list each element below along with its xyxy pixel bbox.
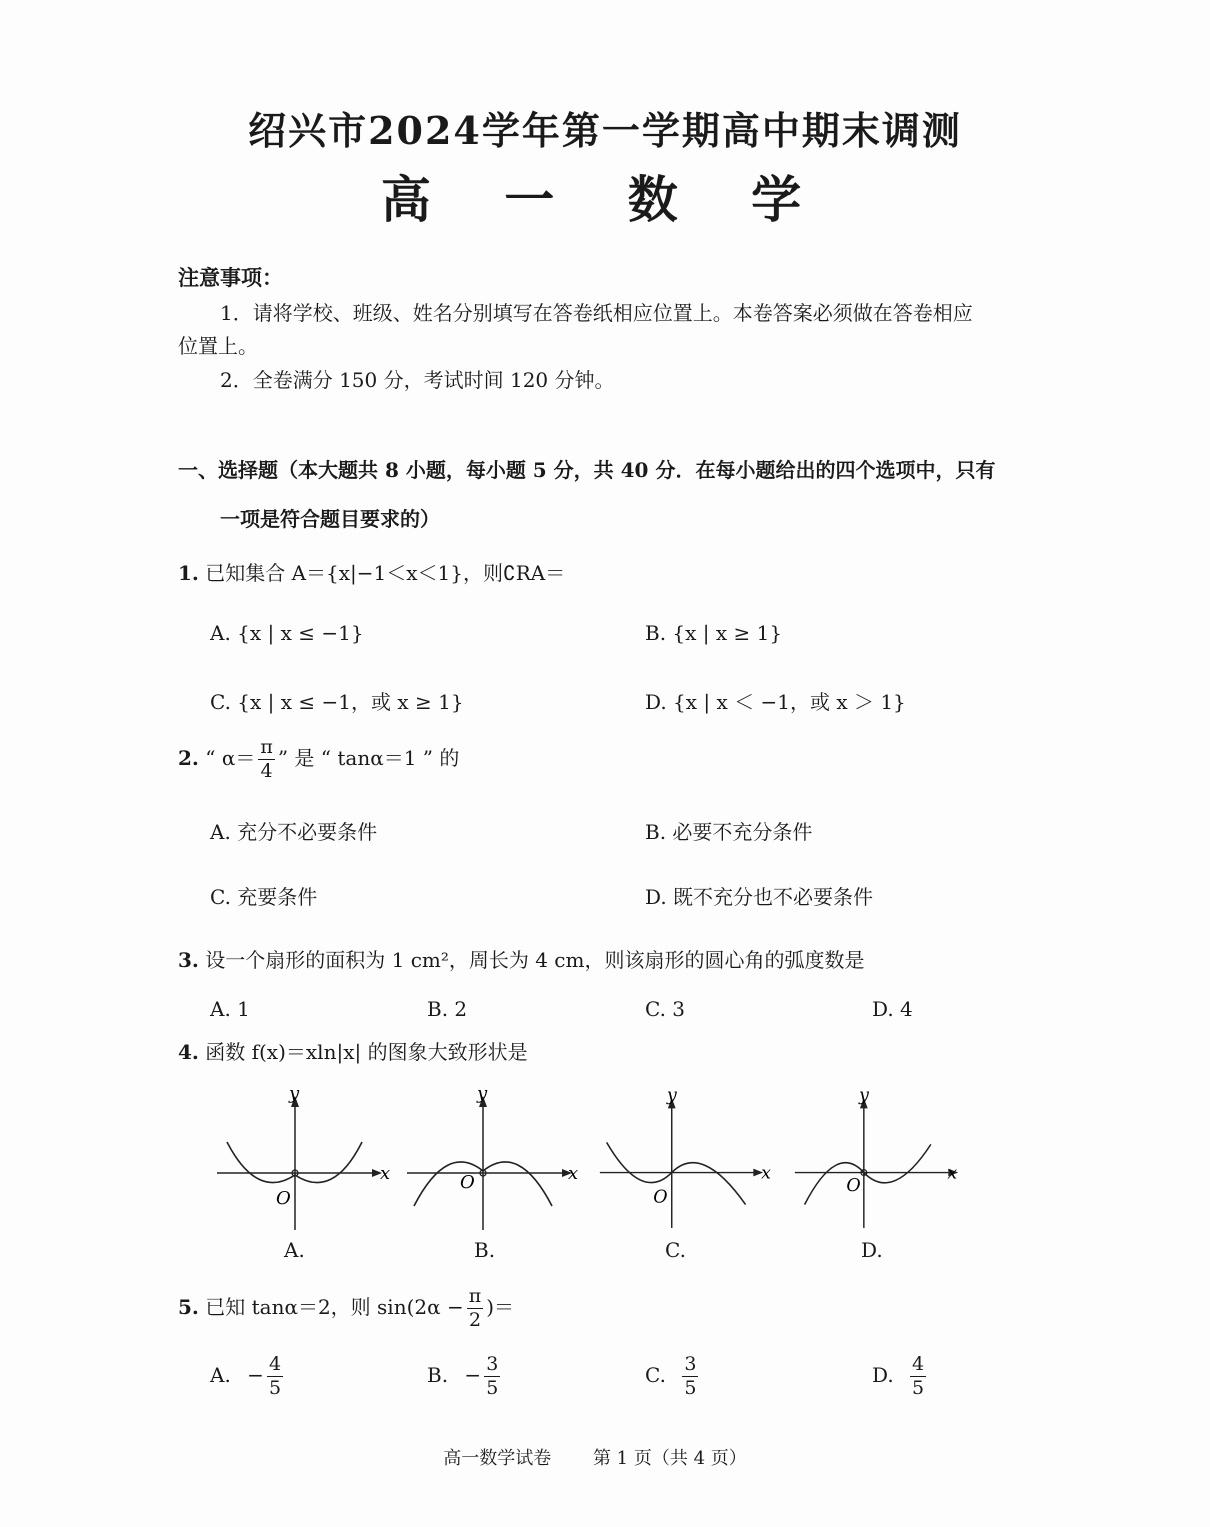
exam-title: 绍兴市2024学年第一学期高中期末调测	[248, 108, 962, 153]
q4-graph-b-origin: O	[460, 1172, 475, 1193]
q1-option-d: D. {x | x ＜ −1，或 x ＞ 1}	[645, 690, 906, 714]
q2-option-c: C. 充要条件	[210, 885, 318, 909]
q5-option-c-label: C.	[645, 1363, 666, 1387]
question-5-stem-post: )＝	[486, 1295, 515, 1319]
question-2-fraction	[258, 738, 275, 781]
q4-graph-c-x-label: x	[761, 1163, 771, 1184]
question-2-stem-pre: “ α＝	[205, 746, 256, 770]
q1-option-b: B. {x | x ≥ 1}	[645, 621, 783, 645]
q4-graph-b-label: B.	[474, 1238, 496, 1262]
q5-d-denominator: 5	[912, 1377, 925, 1399]
q5-option-a-label: A.	[210, 1363, 231, 1387]
question-1-stem: 已知集合 A＝{x|−1＜x＜1}，则∁RA＝	[205, 561, 566, 585]
page-footer: 高一数学试卷 第 1 页（共 4 页）	[443, 1448, 747, 1469]
q1-option-a: A. {x | x ≤ −1}	[210, 621, 364, 645]
question-4	[178, 1036, 528, 1065]
q5-frac-denominator: 2	[468, 1309, 482, 1331]
q5-option-b-fraction	[484, 1355, 500, 1398]
q5-option-a	[210, 1352, 286, 1398]
q5-b-numerator: 3	[486, 1353, 499, 1375]
q4-graph-c-origin: O	[653, 1187, 668, 1208]
q3-option-d: D. 4	[872, 997, 913, 1021]
q4-graph-d	[790, 1082, 960, 1232]
section-1-heading-line-2: 一项是符合题目要求的）	[220, 507, 440, 531]
q5-d-numerator: 4	[912, 1353, 925, 1375]
question-1-number: 1.	[178, 561, 199, 585]
question-1	[178, 557, 565, 586]
subject-title: 高 一 数 学	[380, 170, 830, 229]
q5-c-denominator: 5	[684, 1377, 697, 1399]
q5-option-d-label: D.	[872, 1363, 894, 1387]
q5-option-c	[645, 1352, 701, 1398]
question-2-stem-post: ” 是 “ tanα＝1 ” 的	[277, 746, 460, 770]
q4-graph-a-y-label: y	[289, 1083, 300, 1104]
q5-frac-numerator: π	[468, 1285, 482, 1307]
notice-item-1-line-1: 1．请将学校、班级、姓名分别填写在答卷纸相应位置上。本卷答案必须做在答卷相应	[220, 301, 973, 325]
q5-option-d-fraction	[910, 1355, 926, 1398]
question-5-stem-pre: 已知 tanα＝2，则 sin(2α −	[205, 1295, 464, 1319]
q4-graph-d-x-label: x	[947, 1163, 958, 1184]
q2-frac-numerator: π	[260, 736, 273, 758]
q5-b-denominator: 5	[486, 1377, 499, 1399]
q4-graph-b-y-label: y	[477, 1083, 488, 1104]
q5-option-a-sign: −	[247, 1363, 264, 1387]
q2-option-a: A. 充分不必要条件	[210, 820, 378, 844]
question-3-stem: 设一个扇形的面积为 1 cm²，周长为 4 cm，则该扇形的圆心角的弧度数是	[205, 948, 865, 972]
question-2	[178, 736, 459, 781]
q5-c-numerator: 3	[684, 1353, 697, 1375]
q4-graph-c-curve	[607, 1142, 746, 1204]
question-3	[178, 944, 864, 973]
q2-option-b: B. 必要不充分条件	[645, 820, 813, 844]
question-5	[178, 1284, 514, 1330]
q5-option-c-fraction	[682, 1355, 698, 1398]
q5-option-a-fraction	[267, 1355, 283, 1398]
q4-graph-a-label: A.	[284, 1238, 305, 1262]
notice-item-2: 2．全卷满分 150 分，考试时间 120 分钟。	[220, 368, 615, 392]
q4-graph-d-y-label: y	[858, 1085, 869, 1106]
question-5-number: 5.	[178, 1295, 199, 1319]
q3-option-a: A. 1	[210, 997, 250, 1021]
notice-heading: 注意事项：	[178, 265, 283, 290]
q4-graph-c-y-label: y	[666, 1085, 677, 1106]
q5-option-b	[427, 1352, 503, 1398]
q5-option-d	[872, 1352, 929, 1398]
question-5-fraction	[467, 1287, 484, 1330]
q2-option-d: D. 既不充分也不必要条件	[645, 885, 874, 909]
question-4-stem: 函数 f(x)＝xln|x| 的图象大致形状是	[205, 1040, 528, 1064]
q5-option-b-label: B.	[427, 1363, 449, 1387]
q4-graph-a	[212, 1082, 391, 1232]
q4-graph-c	[595, 1082, 771, 1232]
q4-graph-d-label: D.	[861, 1238, 883, 1262]
q3-option-c: C. 3	[645, 997, 686, 1021]
question-3-number: 3.	[178, 948, 199, 972]
q5-a-numerator: 4	[268, 1353, 282, 1375]
section-1-heading-line-1: 一、选择题（本大题共 8 小题，每小题 5 分，共 40 分．在每小题给出的四个选项中，只有	[178, 458, 996, 482]
q4-graph-c-label: C.	[665, 1238, 686, 1262]
q1-option-c: C. {x | x ≤ −1，或 x ≥ 1}	[210, 690, 464, 714]
q5-a-denominator: 5	[268, 1377, 282, 1399]
q5-option-b-sign: −	[464, 1363, 482, 1387]
q4-graph-d-curve	[805, 1144, 931, 1204]
q4-graph-b-x-label: x	[568, 1163, 579, 1184]
q4-graph-a-origin: O	[276, 1188, 291, 1209]
q3-option-b: B. 2	[427, 997, 468, 1021]
question-4-number: 4.	[178, 1040, 199, 1064]
question-2-number: 2.	[178, 746, 199, 770]
q4-graph-d-origin: O	[846, 1176, 861, 1196]
notice-item-1-line-2: 位置上。	[178, 334, 258, 358]
q4-graph-b	[402, 1082, 579, 1232]
q4-graph-a-x-label: x	[380, 1163, 391, 1184]
q2-frac-denominator: 4	[260, 760, 273, 782]
